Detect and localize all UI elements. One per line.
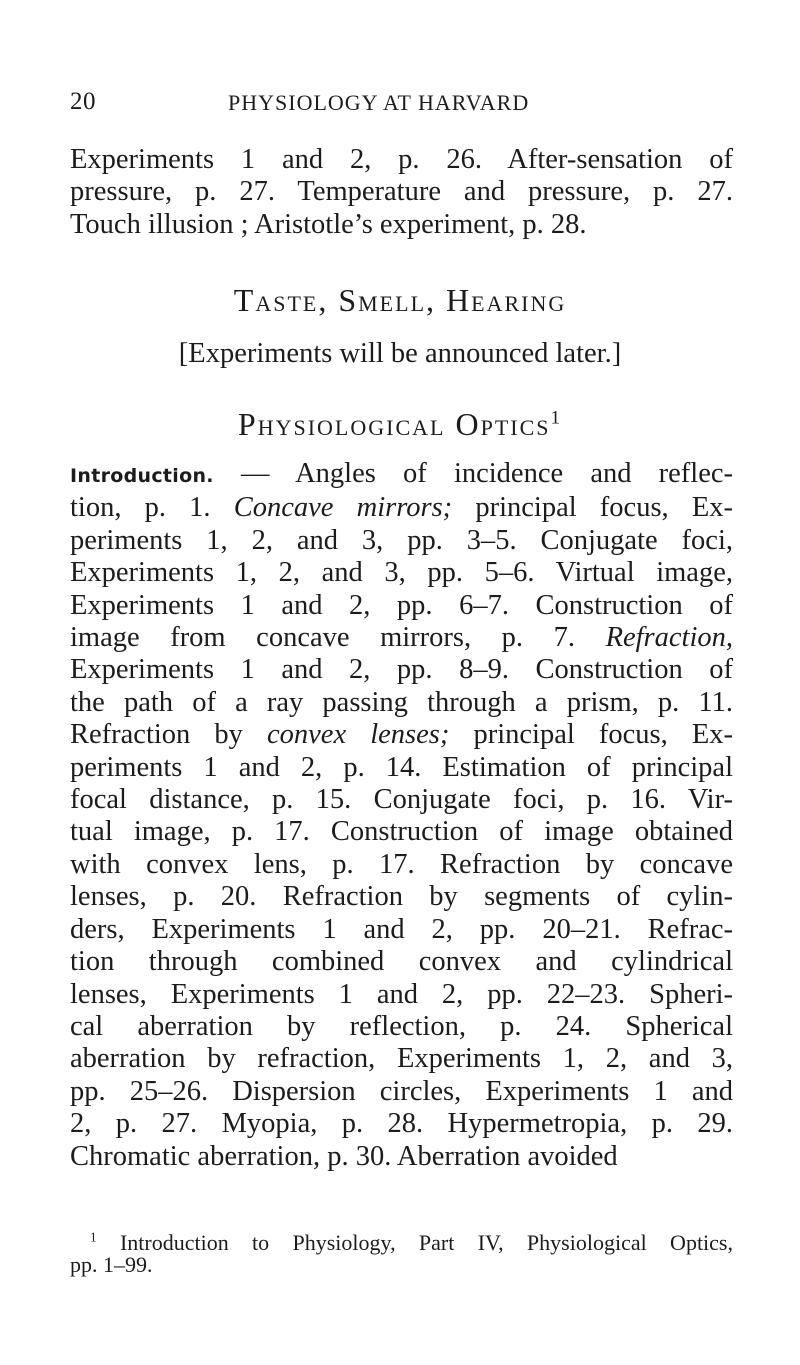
- text-line: lenses, Experiments 1 and 2, pp. 22–23. Spheri-: [70, 978, 733, 1010]
- optics-paragraph: [70, 458, 733, 1173]
- section-heading-text: Physiological Optics: [237, 406, 551, 442]
- text-line: tual image, p. 17. Construction of image obtained: [70, 816, 733, 848]
- page-number: 20: [70, 88, 96, 115]
- text-line: pp. 25–26. Dispersion circles, Experiments 1 and: [70, 1075, 733, 1107]
- lead-in-introduction: Introduction.: [70, 465, 214, 487]
- text-line: the path of a ray passing through a prism, p. 11.: [70, 686, 733, 718]
- text-line: with convex lens, p. 17. Refraction by concave: [70, 848, 733, 880]
- text-line: Introduction. — Angles of incidence and reflec-: [70, 458, 733, 489]
- italic-term: Refraction,: [605, 622, 733, 654]
- italic-term: Concave mirrors;: [233, 492, 453, 524]
- text-line: Experiments 1, 2, and 3, pp. 5–6. Virtual image,: [70, 557, 733, 589]
- text-line: tion, p. 1. Concave mirrors; principal focus, Ex-: [70, 492, 733, 524]
- footnote-reference: 1: [550, 407, 563, 429]
- text-line: Experiments 1 and 2, pp. 8–9. Construction of: [70, 654, 733, 686]
- text-line: pressure, p. 27. Temperature and pressure, p. 27.: [70, 176, 733, 208]
- text-line: cal aberration by reflection, p. 24. Spherical: [70, 1010, 733, 1042]
- text-line: Touch illusion ; Aristotle’s experiment, p. 28.: [70, 208, 587, 240]
- footnote-line: pp. 1–99.: [70, 1252, 153, 1277]
- text-line: aberration by refraction, Experiments 1, 2, and 3,: [70, 1043, 733, 1075]
- text-line: Experiments 1 and 2, pp. 6–7. Construction of: [70, 589, 733, 621]
- section-heading-taste-smell-hearing: Taste, Smell, Hearing: [233, 282, 567, 318]
- text-line: periments 1 and 2, p. 14. Estimation of principal: [70, 751, 733, 783]
- text-line: 2, p. 27. Myopia, p. 28. Hypermetropia, p. 29.: [70, 1108, 733, 1140]
- section-heading-physiological-optics: [70, 406, 730, 443]
- touch-paragraph: [70, 144, 733, 241]
- footnote-line: $^1$ Introduction to Physiology, Part IV, Physiological Optics,: [90, 1229, 733, 1255]
- text-line: Experiments 1 and 2, p. 26. After-sensation of: [70, 144, 733, 175]
- announcement-note: [Experiments will be announced later.]: [178, 338, 622, 369]
- text-line: ders, Experiments 1 and 2, pp. 20–21. Refrac-: [70, 913, 733, 945]
- italic-term: convex lenses;: [267, 719, 450, 751]
- text-line: Chromatic aberration, p. 30. Aberration avoided: [70, 1140, 618, 1172]
- header-title: PHYSIOLOGY AT HARVARD: [228, 90, 530, 115]
- text-line: focal distance, p. 15. Conjugate foci, p. 16. Vir-: [70, 784, 733, 816]
- footnote-marker: 1: [90, 1229, 97, 1245]
- footnote: [70, 1229, 733, 1277]
- running-head: [70, 88, 730, 128]
- text-line: Refraction by convex lenses; principal focus, Ex-: [70, 719, 733, 751]
- text-line: tion through combined convex and cylindrical: [70, 946, 733, 978]
- text-line: periments 1, 2, and 3, pp. 3–5. Conjugate foci,: [70, 524, 733, 556]
- text-line: image from concave mirrors, p. 7. Refraction,: [70, 622, 733, 654]
- text-line: lenses, p. 20. Refraction by segments of cylin-: [70, 881, 733, 913]
